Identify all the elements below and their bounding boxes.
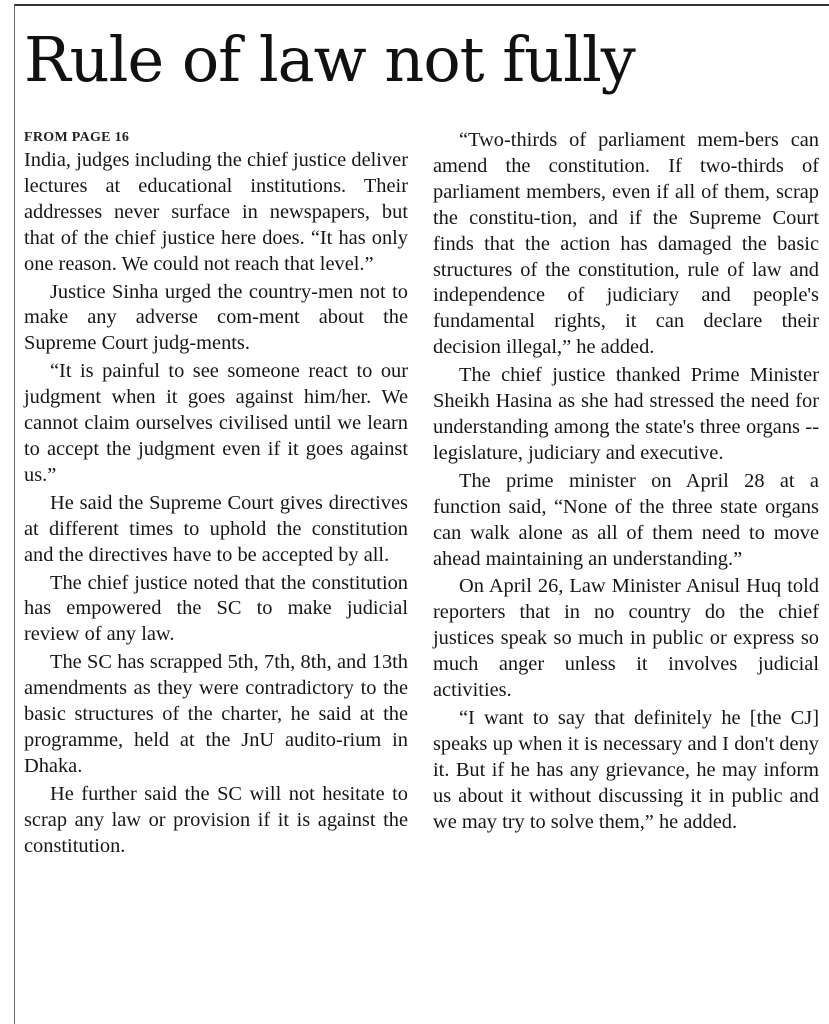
paragraph: He said the Supreme Court gives directives at different times to uphold the constitution and the directives have to be accepted by all. [24,491,408,566]
dateline: FROM PAGE 16 [24,130,130,145]
paragraph: Justice Sinha urged the country-men not to make any adverse com-ment about the Supreme Court judg-ments. [24,280,408,355]
article-column-left [24,128,408,861]
paragraph: “Two-thirds of parliament mem-bers can amend the constitution. If two-thirds of parliament members, even if all of them, scrap the constitu-tion, and if the Supreme Court finds that the action has damaged the basic structures of the constitution, rule of law and independence of judiciary and people's fundamental rights, it can declare their decision illegal,” he added. [433,129,819,359]
paragraph: India, judges including the chief justice deliver lectures at educational institutions. Their addresses never surface in newspapers, but that of the chief justice here does. “It has only one reason. We could not reach that level.” [24,149,408,275]
article-column-right [433,128,819,837]
headline: Rule of law not fully [24,23,635,96]
top-rule [14,4,829,6]
paragraph: The prime minister on April 28 at a function said, “None of the three state organs can walk alone as all of them need to move ahead maintaining an understanding.” [433,469,819,570]
paragraph: The chief justice thanked Prime Minister Sheikh Hasina as she had stressed the need for understanding among the state's three organs -- legislature, judiciary and executive. [433,364,819,464]
paragraph: “I want to say that definitely he [the CJ] speaks up when it is necessary and I don't deny it. But if he has any grievance, he may inform us about it without discussing it in public and we may try to solve them,” he added. [433,706,819,833]
paragraph: On April 26, Law Minister Anisul Huq told reporters that in no country do the chief justices speak so much in public or express so much anger unless it involves judicial activities. [433,575,819,702]
paragraph: The chief justice noted that the constitution has empowered the SC to make judicial review of any law. [24,571,408,646]
left-column-rule [14,4,15,1024]
paragraph: “It is painful to see someone react to our judgment when it goes against him/her. We cannot claim ourselves civilised until we learn to accept the judgment even if it goes against us.” [24,360,408,486]
paragraph: The SC has scrapped 5th, 7th, 8th, and 13th amendments as they were contradictory to the basic structures of the charter, he said at the programme, held at the JnU audito-rium in Dhaka. [24,651,408,777]
paragraph: He further said the SC will not hesitate to scrap any law or provision if it is against the constitution. [24,782,408,857]
